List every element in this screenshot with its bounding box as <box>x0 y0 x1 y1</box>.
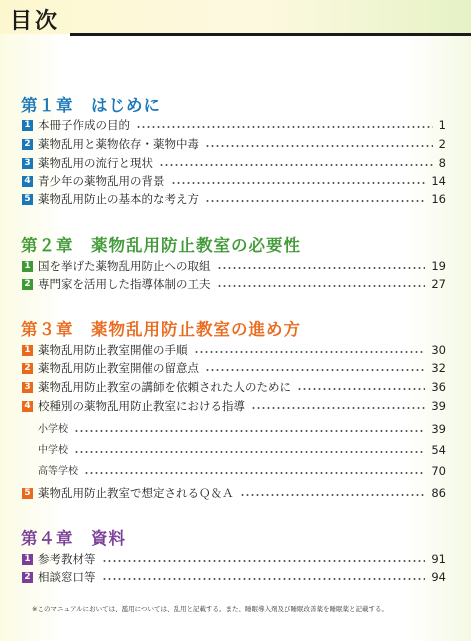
toc-item-title: 薬物乱用防止教室で想定されるＱ＆Ａ <box>38 486 234 500</box>
toc-subitem-elementary[interactable] <box>38 421 446 438</box>
item-number-badge: 3 <box>22 382 33 393</box>
leader-dots <box>194 351 426 353</box>
toc-item-3-2[interactable] <box>22 360 446 377</box>
toc-item-4-2[interactable] <box>22 569 446 586</box>
toc-item-1-4[interactable] <box>22 173 446 190</box>
toc-item-page: 1 <box>438 118 446 132</box>
toc-item-title: 薬物乱用防止教室の講師を依頼された人のために <box>38 380 291 394</box>
item-number-badge: 1 <box>22 554 33 565</box>
item-number-badge: 2 <box>22 572 33 583</box>
toc-item-3-4[interactable] <box>22 398 446 415</box>
toc-item-page: 86 <box>431 486 446 500</box>
chapter-3-heading: 第３章 薬物乱用防止教室の進め方 <box>21 320 301 339</box>
item-number-badge: 5 <box>22 488 33 499</box>
toc-item-3-3[interactable] <box>22 379 446 396</box>
leader-dots <box>251 407 425 409</box>
toc-item-page: 16 <box>431 192 446 206</box>
footnote: ※このマニュアルにおいては、濫用については、乱用と記載する。また、睡眠導入剤及び睡眠改善薬を睡眠薬と記載する。 <box>32 605 389 613</box>
leader-dots <box>74 430 425 432</box>
toc-item-title: 薬物乱用防止教室開催の留意点 <box>38 361 199 375</box>
toc-item-4-1[interactable] <box>22 551 446 568</box>
toc-item-title: 薬物乱用の流行と現状 <box>38 156 153 170</box>
leader-dots <box>217 285 426 287</box>
toc-item-page: 27 <box>431 277 446 291</box>
leader-dots <box>217 267 426 269</box>
leader-dots <box>171 182 426 184</box>
toc-item-title: 高等学校 <box>38 466 78 477</box>
toc-item-page: 94 <box>431 570 446 584</box>
item-number-badge: 1 <box>22 261 33 272</box>
item-number-badge: 4 <box>22 401 33 412</box>
toc-item-title: 参考教材等 <box>38 552 96 566</box>
toc-item-page: 70 <box>431 464 446 478</box>
leader-dots <box>102 578 426 580</box>
toc-item-1-3[interactable] <box>22 155 446 172</box>
page-title: 目次 <box>10 9 61 34</box>
toc-subitem-junior-high[interactable] <box>38 442 446 459</box>
item-number-badge: 2 <box>22 363 33 374</box>
toc-item-page: 36 <box>431 380 446 394</box>
toc-item-title: 相談窓口等 <box>38 570 96 584</box>
toc-item-title: 薬物乱用と薬物依存・薬物中毒 <box>38 137 199 151</box>
item-number-badge: 3 <box>22 158 33 169</box>
item-number-badge: 2 <box>22 279 33 290</box>
toc-item-2-1[interactable] <box>22 258 446 275</box>
chapter-2-heading: 第２章 薬物乱用防止教室の必要性 <box>21 236 301 255</box>
toc-item-page: 32 <box>431 361 446 375</box>
toc-item-page: 39 <box>431 399 446 413</box>
toc-item-page: 39 <box>431 422 446 436</box>
toc-item-page: 2 <box>438 137 446 151</box>
toc-item-title: 薬物乱用防止の基本的な考え方 <box>38 192 199 206</box>
toc-subitem-high-school[interactable] <box>38 463 446 480</box>
toc-item-1-2[interactable] <box>22 136 446 153</box>
toc-item-title: 校種別の薬物乱用防止教室における指導 <box>38 399 245 413</box>
item-number-badge: 1 <box>22 120 33 131</box>
leader-dots <box>84 472 425 474</box>
toc-item-2-2[interactable] <box>22 276 446 293</box>
item-number-badge: 4 <box>22 176 33 187</box>
leader-dots <box>159 164 433 166</box>
toc-item-title: 中学校 <box>38 445 68 456</box>
toc-item-page: 30 <box>431 343 446 357</box>
item-number-badge: 5 <box>22 194 33 205</box>
leader-dots <box>205 200 425 202</box>
leader-dots <box>297 388 425 390</box>
leader-dots <box>240 494 426 496</box>
toc-item-3-5[interactable] <box>22 485 446 502</box>
leader-dots <box>205 145 433 147</box>
header-divider <box>70 33 471 36</box>
toc-item-page: 8 <box>438 156 446 170</box>
toc-item-1-5[interactable] <box>22 191 446 208</box>
toc-item-page: 91 <box>431 552 446 566</box>
toc-item-title: 青少年の薬物乱用の背景 <box>38 174 165 188</box>
item-number-badge: 2 <box>22 139 33 150</box>
header-bar <box>0 0 471 34</box>
toc-item-title: 小学校 <box>38 424 68 435</box>
leader-dots <box>136 126 433 128</box>
toc-item-title: 国を挙げた薬物乱用防止への取組 <box>38 259 211 273</box>
chapter-4-heading: 第４章 資料 <box>21 529 126 548</box>
toc-item-page: 14 <box>431 174 446 188</box>
toc-item-page: 19 <box>431 259 446 273</box>
toc-item-title: 薬物乱用防止教室開催の手順 <box>38 343 188 357</box>
chapter-1-heading: 第１章 はじめに <box>21 96 161 115</box>
leader-dots <box>102 560 426 562</box>
toc-item-1-1[interactable] <box>22 117 446 134</box>
toc-item-page: 54 <box>431 443 446 457</box>
leader-dots <box>205 369 425 371</box>
item-number-badge: 1 <box>22 345 33 356</box>
toc-item-title: 本冊子作成の目的 <box>38 118 130 132</box>
toc-item-3-1[interactable] <box>22 342 446 359</box>
leader-dots <box>74 451 425 453</box>
toc-item-title: 専門家を活用した指導体制の工夫 <box>38 277 211 291</box>
